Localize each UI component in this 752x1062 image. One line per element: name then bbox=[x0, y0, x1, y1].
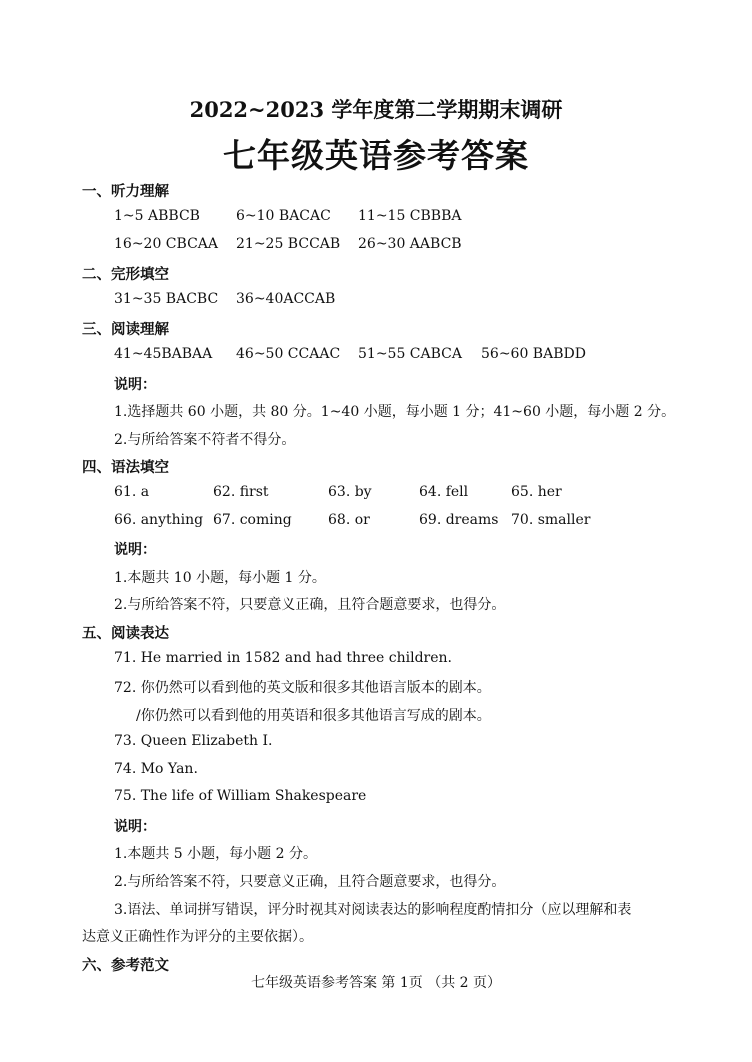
section-heading-reading-expression: 五、阅读表达 bbox=[82, 625, 169, 642]
answer-group: 46~50 CCAAC bbox=[236, 346, 341, 362]
section-heading-sample-essay: 六、参考范文 bbox=[82, 957, 169, 974]
note-text: 达意义正确性作为评分的主要依据）。 bbox=[82, 929, 313, 945]
answer-group: 51~55 CABCA bbox=[358, 346, 463, 362]
page-footer: 七年级英语参考答案 第 1页 （共 2 页） bbox=[250, 975, 502, 991]
section-heading-cloze: 二、完形填空 bbox=[82, 266, 169, 283]
answer-group: 16~20 CBCAA bbox=[114, 236, 219, 252]
note-text: 2.与所给答案不符，只要意义正确，且符合题意要求，也得分。 bbox=[114, 874, 506, 890]
answer-item: 67. coming bbox=[213, 512, 292, 528]
note-text: 1.本题共 5 小题，每小题 2 分。 bbox=[114, 846, 317, 862]
answer-item: 66. anything bbox=[114, 512, 204, 528]
note-text: 2.与所给答案不符，只要意义正确，且符合题意要求，也得分。 bbox=[114, 597, 506, 613]
answer-group: 11~15 CBBBA bbox=[358, 208, 462, 224]
answer-item: 69. dreams bbox=[419, 512, 499, 528]
answer-74: 74. Mo Yan. bbox=[114, 761, 198, 777]
page-subtitle: 七年级英语参考答案 bbox=[223, 136, 529, 175]
answer-item: 68. or bbox=[328, 512, 370, 528]
answer-group: 56~60 BABDD bbox=[481, 346, 586, 362]
answer-75: 75. The life of William Shakespeare bbox=[114, 788, 367, 804]
answer-group: 6~10 BACAC bbox=[236, 208, 331, 224]
section-heading-reading: 三、阅读理解 bbox=[82, 321, 169, 338]
answer-group: 26~30 AABCB bbox=[358, 236, 462, 252]
answer-group: 41~45BABAA bbox=[114, 346, 213, 362]
section-heading-listening: 一、听力理解 bbox=[82, 183, 169, 200]
answer-group: 31~35 BACBC bbox=[114, 291, 219, 307]
answer-item: 64. fell bbox=[419, 484, 469, 500]
answer-item: 61. a bbox=[114, 484, 150, 500]
note-label: 说明： bbox=[114, 377, 156, 393]
note-label: 说明： bbox=[114, 819, 156, 835]
answer-72: 72. 你仍然可以看到他的英文版和很多其他语言版本的剧本。 bbox=[114, 680, 491, 696]
note-text: 2.与所给答案不符者不得分。 bbox=[114, 432, 296, 448]
answer-group: 36~40ACCAB bbox=[236, 291, 336, 307]
answer-group: 1~5 ABBCB bbox=[114, 208, 200, 224]
answer-72-alternative: /你仍然可以看到他的用英语和很多其他语言写成的剧本。 bbox=[136, 708, 491, 724]
answer-item: 65. her bbox=[511, 484, 562, 500]
note-text: 3.语法、单词拼写错误，评分时视其对阅读表达的影响程度酌情扣分（应以理解和表 bbox=[114, 902, 632, 918]
answer-item: 70. smaller bbox=[511, 512, 591, 528]
answer-item: 62. first bbox=[213, 484, 269, 500]
note-label: 说明： bbox=[114, 542, 156, 558]
page-title: 2022~2023 学年度第二学期期末调研 bbox=[189, 97, 563, 122]
note-text: 1.本题共 10 小题，每小题 1 分。 bbox=[114, 570, 326, 586]
answer-73: 73. Queen Elizabeth I. bbox=[114, 733, 273, 749]
section-heading-grammar: 四、语法填空 bbox=[82, 459, 169, 476]
answer-group: 21~25 BCCAB bbox=[236, 236, 341, 252]
answer-item: 63. by bbox=[328, 484, 372, 500]
answer-71: 71. He married in 1582 and had three children. bbox=[114, 650, 452, 666]
note-text: 1.选择题共 60 小题，共 80 分。1~40 小题，每小题 1 分；41~60 小题，每小题 2 分。 bbox=[114, 404, 676, 420]
